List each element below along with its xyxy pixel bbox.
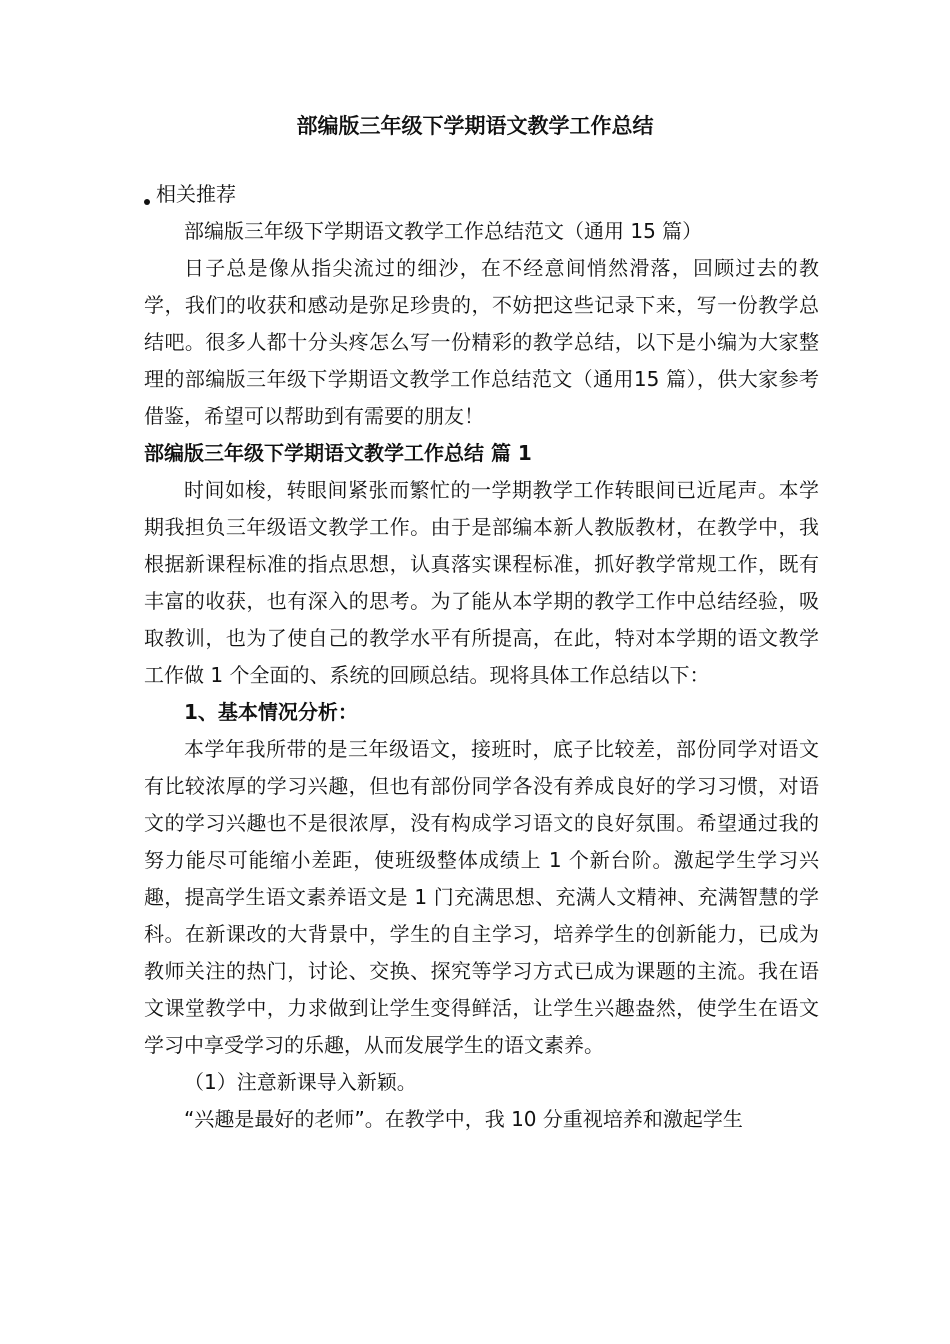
paragraph-1: 时间如梭，转眼间紧张而繁忙的一学期教学工作转眼间已近尾声。本学期我担负三年级语文教学工作。由于是部编本新人教版教材，在教学中，我根据新课程标准的指点思想，认真落实课程标准，抓好教学常规工作，既有丰富的收获，也有深入的思考。为了能从本学期的教学工作中总结经验，吸取教训，也为了使自己的教学水平有所提高，在此，特对本学期的语文教学工作做 1 个全面的、系统的回顾总结。现将具体工作总结以下： (144, 478, 819, 687)
list-item-1: （1）注意新课导入新颖。 (184, 1070, 417, 1094)
bullet-icon (144, 199, 150, 205)
paragraph-3: “兴趣是最好的老师”。在教学中，我 10 分重视培养和激起学生 (184, 1107, 743, 1131)
related-article-link[interactable]: 部编版三年级下学期语文教学工作总结范文（通用 15 篇） (184, 219, 703, 243)
document-title: 部编版三年级下学期语文教学工作总结 (296, 114, 654, 138)
section-heading: 部编版三年级下学期语文教学工作总结 篇 1 (144, 441, 532, 465)
intro-paragraph: 日子总是像从指尖流过的细沙，在不经意间悄然滑落，回顾过去的教学，我们的收获和感动是弥足珍贵的，不妨把这些记录下来，写一份教学总结吧。很多人都十分头疼怎么写一份精彩的教学总结，以下是小编为大家整理的部编版三年级下学期语文教学工作总结范文（通用15 篇），供大家参考借鉴，希望可以帮助到有需要的朋友！ (144, 256, 819, 428)
related-recommendation (144, 176, 819, 213)
sub-heading: 1、基本情况分析： (184, 700, 358, 724)
related-label: 相关推荐 (156, 182, 236, 206)
paragraph-2: 本学年我所带的是三年级语文，接班时，底子比较差，部份同学对语文有比较浓厚的学习兴趣，但也有部份同学各没有养成良好的学习习惯，对语文的学习兴趣也不是很浓厚，没有构成学习语文的良好氛围。希望通过我的努力能尽可能缩小差距，使班级整体成绩上 1 个新台阶。激起学生学习兴趣，提高学生语文素养语文是 1 门充满思想、充满人文精神、充满智慧的学科。在新课改的大背景中，学生的自主学习，培养学生的创新能力，已成为教师关注的热门，讨论、交换、探究等学习方式已成为课题的主流。我在语文课堂教学中，力求做到让学生变得鲜活，让学生兴趣盎然，使学生在语文学习中享受学习的乐趣，从而发展学生的语文素养。 (144, 737, 819, 1057)
document-body (144, 176, 819, 1138)
